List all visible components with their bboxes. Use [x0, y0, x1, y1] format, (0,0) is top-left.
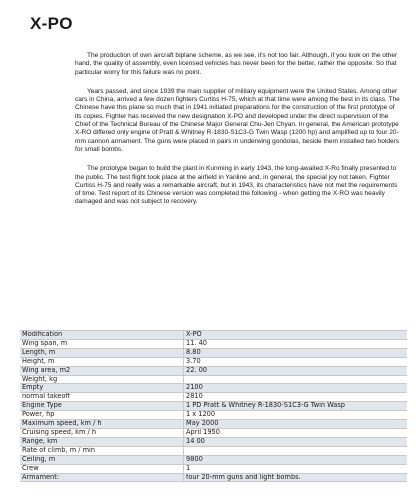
spec-label: Modification — [20, 331, 184, 340]
spec-value: 3.70 — [184, 357, 408, 366]
spec-value: 11. 40 — [184, 339, 408, 348]
spec-label: Wing span, m — [20, 339, 184, 348]
spec-value: May 2000 — [184, 420, 408, 429]
table-row — [20, 420, 407, 429]
spec-label: Engine Type — [20, 402, 184, 411]
spec-label: Length, m — [20, 348, 184, 357]
spec-label: Ceiling, m — [20, 455, 184, 464]
spec-value: 1 PD Pratt & Whitney R-1830-S1C3-G Twin Wasp — [184, 402, 408, 411]
spec-label: Height, m — [20, 357, 184, 366]
table-row — [20, 357, 407, 366]
table-row — [20, 428, 407, 437]
spec-value: 1 — [184, 464, 408, 473]
spec-value — [184, 375, 408, 384]
spec-value: April 1950 — [184, 428, 408, 437]
table-row — [20, 366, 407, 375]
spec-value: X-PO — [184, 331, 408, 340]
table-row — [20, 375, 407, 384]
spec-value — [184, 446, 408, 455]
table-row — [20, 411, 407, 420]
spec-value: 22. 00 — [184, 366, 408, 375]
spec-label: Wing area, m2 — [20, 366, 184, 375]
paragraph: The production of own aircraft biplane scheme, as we see, it's not too fair. Although, if you look on the other hand, the quality of assembly, even licensed vehicles has never been for the better, rather the opposite. So that particular worry for this failure was no point. — [75, 52, 398, 76]
table-row — [20, 464, 407, 473]
article-body — [75, 52, 402, 218]
table-row — [20, 348, 407, 357]
spec-label: Armament: — [20, 473, 184, 482]
specifications-table — [20, 330, 407, 482]
spec-value: 2100 — [184, 384, 408, 393]
table-row — [20, 446, 407, 455]
spec-label: Empty — [20, 384, 184, 393]
spec-label: normal takeoff — [20, 393, 184, 402]
spec-label: Rate of climb, m / min — [20, 446, 184, 455]
table-row — [20, 437, 407, 446]
table-row — [20, 473, 407, 482]
spec-value: 8.80 — [184, 348, 408, 357]
table-row — [20, 384, 407, 393]
spec-value: four 20-mm guns and light bombs. — [184, 473, 408, 482]
spec-value: 14 00 — [184, 437, 408, 446]
table-row — [20, 455, 407, 464]
spec-label: Cruising speed, km / h — [20, 428, 184, 437]
spec-label: Maximum speed, km / h — [20, 420, 184, 429]
spec-value: 1 x 1200 — [184, 411, 408, 420]
table-row — [20, 339, 407, 348]
spec-value: 2810 — [184, 393, 408, 402]
spec-label: Range, km — [20, 437, 184, 446]
table-row — [20, 402, 407, 411]
paragraph: Years passed, and since 1939 the main supplier of military equipment were the United States. Among other cars in China, arrived a few dozen fighters Curtiss H-75, which at that time were among the best in its class. The Chinese have this plane so much that in 1941 initiated preparations for the construction of the first prototype of its copies. Fighter has received the new designation X-PO and developed under the direct supervision of the Chief of the Technical Bureau of the Chinese Major General Chu-Jen Chyan. In general, the American prototype X-RO differed only engine of Pratt & Whitney R-1830-S1C3-G Twin Wasp (1200 hp) and amplified up to four 20-mm cannon armament. The guns were placed in pairs in underwing gondolas, beside them installed two holders for small bombs. — [75, 87, 400, 153]
spec-label: Power, hp — [20, 411, 184, 420]
page-title: X-PO — [30, 14, 73, 33]
table-row — [20, 331, 407, 340]
spec-label: Weight, kg — [20, 375, 184, 384]
paragraph: The prototype began to build the plant in Kunming in early 1943, the long-awaited X-Ro finally presented to the public. The test flight took place at the airfield in Yanline and, in general, the special joy not taken. Fighter Curtiss H-75 and really was a remarkable aircraft, but in 1943, its characteristics have not met the requirements of time. Test report of its Chinese version was completed the following - when getting the X-RO was heavily damaged and was not subject to recovery. — [75, 165, 398, 206]
table-row — [20, 393, 407, 402]
spec-value: 9800 — [184, 455, 408, 464]
spec-label: Crew — [20, 464, 184, 473]
